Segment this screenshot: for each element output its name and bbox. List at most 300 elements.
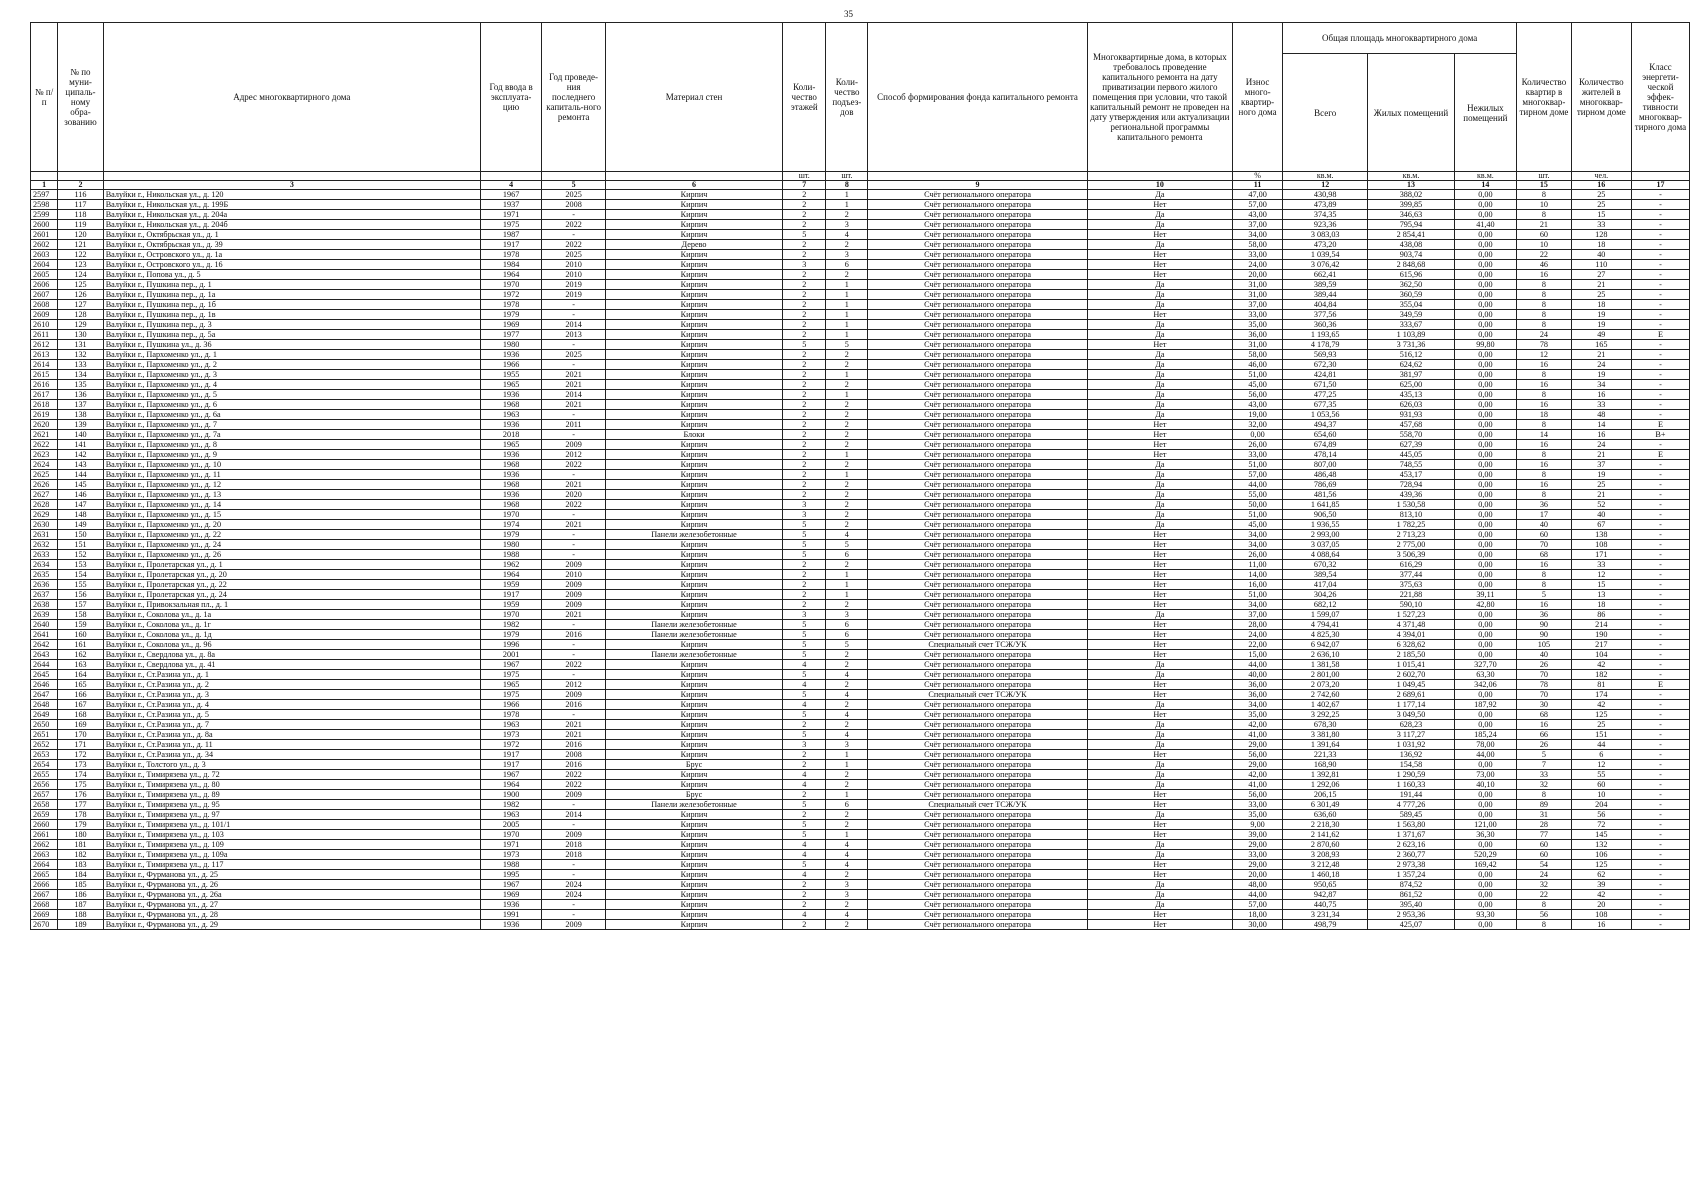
- cell-row-number: 2669: [31, 910, 58, 920]
- cell-fund-method: Счёт регионального оператора: [868, 680, 1087, 690]
- cell-floors: 5: [783, 530, 826, 540]
- cell-apartments: 8: [1517, 290, 1572, 300]
- cell-last-repair-year: 2016: [542, 740, 606, 750]
- unit-cell: шт.: [783, 172, 826, 181]
- table-row: [31, 510, 1690, 520]
- cell-residents: 19: [1571, 470, 1631, 480]
- cell-residents: 125: [1571, 860, 1631, 870]
- cell-apartments: 60: [1517, 530, 1572, 540]
- unit-cell: шт.: [826, 172, 868, 181]
- cell-entrances: 3: [826, 740, 868, 750]
- cell-entrances: 1: [826, 590, 868, 600]
- cell-fund-method: Счёт регионального оператора: [868, 850, 1087, 860]
- cell-apartments: 17: [1517, 510, 1572, 520]
- cell-row-number: 2603: [31, 250, 58, 260]
- cell-entrances: 6: [826, 550, 868, 560]
- cell-wall-material: Кирпич: [605, 210, 782, 220]
- cell-repair-required: Да: [1087, 810, 1232, 820]
- cell-area-residential: 558,70: [1368, 430, 1454, 440]
- cell-last-repair-year: 2025: [542, 350, 606, 360]
- header-area-total: Всего: [1283, 54, 1368, 172]
- column-number: 3: [103, 181, 480, 190]
- cell-floors: 2: [783, 390, 826, 400]
- cell-repair-required: Нет: [1087, 340, 1232, 350]
- cell-municipal-number: 129: [58, 320, 103, 330]
- cell-energy-class: -: [1631, 710, 1689, 720]
- cell-energy-class: -: [1631, 470, 1689, 480]
- cell-area-residential: 375,63: [1368, 580, 1454, 590]
- cell-commission-year: 1970: [480, 510, 541, 520]
- cell-wall-material: Кирпич: [605, 710, 782, 720]
- table-row: [31, 490, 1690, 500]
- cell-wear: 45,00: [1233, 380, 1283, 390]
- cell-row-number: 2606: [31, 280, 58, 290]
- cell-entrances: 1: [826, 760, 868, 770]
- cell-wear: 36,00: [1233, 690, 1283, 700]
- cell-row-number: 2668: [31, 900, 58, 910]
- cell-municipal-number: 186: [58, 890, 103, 900]
- cell-apartments: 90: [1517, 620, 1572, 630]
- cell-last-repair-year: -: [542, 640, 606, 650]
- cell-last-repair-year: -: [542, 670, 606, 680]
- unit-cell: [103, 172, 480, 181]
- cell-row-number: 2647: [31, 690, 58, 700]
- cell-wear: 44,00: [1233, 480, 1283, 490]
- cell-commission-year: 1977: [480, 330, 541, 340]
- cell-entrances: 1: [826, 290, 868, 300]
- cell-apartments: 8: [1517, 920, 1572, 930]
- cell-area-residential: 616,29: [1368, 560, 1454, 570]
- cell-row-number: 2646: [31, 680, 58, 690]
- cell-residents: 16: [1571, 430, 1631, 440]
- cell-area-residential: 1 782,25: [1368, 520, 1454, 530]
- cell-residents: 25: [1571, 720, 1631, 730]
- cell-residents: 39: [1571, 880, 1631, 890]
- cell-municipal-number: 166: [58, 690, 103, 700]
- cell-energy-class: -: [1631, 570, 1689, 580]
- cell-commission-year: 1988: [480, 550, 541, 560]
- cell-row-number: 2653: [31, 750, 58, 760]
- cell-municipal-number: 125: [58, 280, 103, 290]
- cell-wear: 33,00: [1233, 250, 1283, 260]
- table-body: [31, 190, 1690, 930]
- cell-area-nonresidential: 0,00: [1454, 760, 1517, 770]
- cell-fund-method: Счёт регионального оператора: [868, 520, 1087, 530]
- cell-floors: 2: [783, 280, 826, 290]
- cell-energy-class: -: [1631, 440, 1689, 450]
- cell-wear: 32,00: [1233, 420, 1283, 430]
- cell-wear: 22,00: [1233, 640, 1283, 650]
- unit-cell: %: [1233, 172, 1283, 181]
- cell-row-number: 2622: [31, 440, 58, 450]
- cell-entrances: 4: [826, 840, 868, 850]
- cell-fund-method: Счёт регионального оператора: [868, 790, 1087, 800]
- cell-wall-material: Панели железобетонные: [605, 530, 782, 540]
- cell-row-number: 2631: [31, 530, 58, 540]
- cell-wall-material: Кирпич: [605, 840, 782, 850]
- cell-municipal-number: 174: [58, 770, 103, 780]
- cell-last-repair-year: -: [542, 620, 606, 630]
- cell-municipal-number: 132: [58, 350, 103, 360]
- cell-apartments: 16: [1517, 380, 1572, 390]
- cell-address: Валуйки г., Фурманова ул., д. 27: [103, 900, 480, 910]
- cell-area-nonresidential: 0,00: [1454, 580, 1517, 590]
- header-floors: Коли-чество этажей: [783, 23, 826, 172]
- cell-wear: 0,00: [1233, 430, 1283, 440]
- cell-repair-required: Нет: [1087, 270, 1232, 280]
- cell-fund-method: Счёт регионального оператора: [868, 210, 1087, 220]
- cell-area-total: 906,50: [1283, 510, 1368, 520]
- cell-wear: 35,00: [1233, 710, 1283, 720]
- table-row: [31, 840, 1690, 850]
- cell-address: Валуйки г., Фурманова ул., д. 29: [103, 920, 480, 930]
- cell-wear: 20,00: [1233, 270, 1283, 280]
- cell-area-nonresidential: 0,00: [1454, 480, 1517, 490]
- cell-floors: 2: [783, 200, 826, 210]
- cell-area-residential: 388,02: [1368, 190, 1454, 200]
- cell-residents: 18: [1571, 300, 1631, 310]
- cell-area-residential: 615,96: [1368, 270, 1454, 280]
- cell-area-nonresidential: 0,00: [1454, 720, 1517, 730]
- cell-repair-required: Нет: [1087, 440, 1232, 450]
- cell-row-number: 2630: [31, 520, 58, 530]
- cell-wear: 16,00: [1233, 580, 1283, 590]
- cell-repair-required: Нет: [1087, 690, 1232, 700]
- cell-entrances: 4: [826, 670, 868, 680]
- cell-energy-class: -: [1631, 190, 1689, 200]
- cell-repair-required: Да: [1087, 890, 1232, 900]
- cell-fund-method: Счёт регионального оператора: [868, 500, 1087, 510]
- cell-address: Валуйки г., Пархоменко ул., д. 11: [103, 470, 480, 480]
- cell-area-nonresidential: 0,00: [1454, 380, 1517, 390]
- cell-area-total: 430,98: [1283, 190, 1368, 200]
- cell-energy-class: -: [1631, 750, 1689, 760]
- cell-repair-required: Нет: [1087, 260, 1232, 270]
- cell-residents: 42: [1571, 890, 1631, 900]
- cell-row-number: 2659: [31, 810, 58, 820]
- cell-repair-required: Нет: [1087, 640, 1232, 650]
- cell-wall-material: Кирпич: [605, 510, 782, 520]
- cell-floors: 2: [783, 580, 826, 590]
- cell-wear: 57,00: [1233, 200, 1283, 210]
- cell-area-nonresidential: 0,00: [1454, 630, 1517, 640]
- cell-address: Валуйки г., Тимирязева ул., д. 80: [103, 780, 480, 790]
- table-row: [31, 300, 1690, 310]
- cell-area-nonresidential: 185,24: [1454, 730, 1517, 740]
- cell-repair-required: Нет: [1087, 590, 1232, 600]
- cell-wall-material: Кирпич: [605, 770, 782, 780]
- cell-floors: 4: [783, 870, 826, 880]
- cell-municipal-number: 149: [58, 520, 103, 530]
- cell-commission-year: 2018: [480, 430, 541, 440]
- cell-wear: 41,00: [1233, 730, 1283, 740]
- cell-floors: 5: [783, 800, 826, 810]
- cell-repair-required: Да: [1087, 670, 1232, 680]
- cell-last-repair-year: 2010: [542, 270, 606, 280]
- cell-area-total: 1 039,54: [1283, 250, 1368, 260]
- cell-area-residential: 516,12: [1368, 350, 1454, 360]
- cell-repair-required: Нет: [1087, 580, 1232, 590]
- cell-repair-required: Нет: [1087, 870, 1232, 880]
- cell-address: Валуйки г., Октябрьская ул., д. 39: [103, 240, 480, 250]
- cell-repair-required: Да: [1087, 490, 1232, 500]
- cell-row-number: 2611: [31, 330, 58, 340]
- cell-residents: 108: [1571, 540, 1631, 550]
- cell-wear: 36,00: [1233, 330, 1283, 340]
- cell-row-number: 2605: [31, 270, 58, 280]
- cell-floors: 2: [783, 420, 826, 430]
- unit-cell: чел.: [1571, 172, 1631, 181]
- cell-apartments: 8: [1517, 310, 1572, 320]
- cell-floors: 2: [783, 760, 826, 770]
- cell-last-repair-year: 2009: [542, 790, 606, 800]
- table-row: [31, 600, 1690, 610]
- table-row: [31, 480, 1690, 490]
- cell-floors: 2: [783, 460, 826, 470]
- cell-repair-required: Нет: [1087, 910, 1232, 920]
- cell-area-nonresidential: 0,00: [1454, 610, 1517, 620]
- cell-row-number: 2664: [31, 860, 58, 870]
- cell-repair-required: Нет: [1087, 680, 1232, 690]
- cell-row-number: 2643: [31, 650, 58, 660]
- cell-address: Валуйки г., Пушкина пер., д. 1б: [103, 300, 480, 310]
- cell-fund-method: Специальный счет ТСЖ/УК: [868, 800, 1087, 810]
- cell-repair-required: Нет: [1087, 630, 1232, 640]
- cell-address: Валуйки г., Пархоменко ул., д. 12: [103, 480, 480, 490]
- table-row: [31, 920, 1690, 930]
- cell-entrances: 4: [826, 850, 868, 860]
- column-number: 15: [1517, 181, 1572, 190]
- cell-address: Валуйки г., Пролетарская ул., д. 22: [103, 580, 480, 590]
- cell-repair-required: Да: [1087, 470, 1232, 480]
- cell-municipal-number: 184: [58, 870, 103, 880]
- cell-last-repair-year: -: [542, 300, 606, 310]
- cell-energy-class: -: [1631, 820, 1689, 830]
- table-row: [31, 400, 1690, 410]
- cell-entrances: 3: [826, 250, 868, 260]
- column-number: 12: [1283, 181, 1368, 190]
- cell-area-nonresidential: 0,00: [1454, 890, 1517, 900]
- cell-repair-required: Нет: [1087, 750, 1232, 760]
- cell-fund-method: Специальный счет ТСЖ/УК: [868, 690, 1087, 700]
- cell-wall-material: Блоки: [605, 430, 782, 440]
- cell-energy-class: -: [1631, 610, 1689, 620]
- cell-commission-year: 1982: [480, 800, 541, 810]
- cell-repair-required: Да: [1087, 240, 1232, 250]
- cell-floors: 5: [783, 650, 826, 660]
- cell-entrances: 2: [826, 600, 868, 610]
- unit-cell: [868, 172, 1087, 181]
- cell-last-repair-year: -: [542, 360, 606, 370]
- cell-repair-required: Да: [1087, 390, 1232, 400]
- cell-wear: 42,00: [1233, 770, 1283, 780]
- cell-area-total: 389,44: [1283, 290, 1368, 300]
- cell-area-nonresidential: 0,00: [1454, 570, 1517, 580]
- cell-area-nonresidential: 0,00: [1454, 800, 1517, 810]
- cell-area-total: 3 381,80: [1283, 730, 1368, 740]
- cell-fund-method: Счёт регионального оператора: [868, 670, 1087, 680]
- cell-energy-class: -: [1631, 870, 1689, 880]
- cell-residents: 145: [1571, 830, 1631, 840]
- cell-entrances: 1: [826, 370, 868, 380]
- table-row: [31, 540, 1690, 550]
- cell-apartments: 16: [1517, 400, 1572, 410]
- cell-commission-year: 1964: [480, 270, 541, 280]
- cell-area-total: 682,12: [1283, 600, 1368, 610]
- cell-commission-year: 1963: [480, 720, 541, 730]
- cell-floors: 4: [783, 840, 826, 850]
- table-row: [31, 590, 1690, 600]
- cell-repair-required: Да: [1087, 840, 1232, 850]
- cell-area-nonresidential: 0,00: [1454, 410, 1517, 420]
- cell-wear: 37,00: [1233, 610, 1283, 620]
- cell-area-nonresidential: 121,00: [1454, 820, 1517, 830]
- cell-repair-required: Нет: [1087, 650, 1232, 660]
- cell-address: Валуйки г., Ст.Разина ул., д. 34: [103, 750, 480, 760]
- cell-area-residential: 362,50: [1368, 280, 1454, 290]
- cell-entrances: 2: [826, 810, 868, 820]
- cell-area-total: 636,60: [1283, 810, 1368, 820]
- cell-floors: 4: [783, 680, 826, 690]
- cell-repair-required: Нет: [1087, 230, 1232, 240]
- cell-entrances: 6: [826, 620, 868, 630]
- cell-wall-material: Кирпич: [605, 750, 782, 760]
- cell-municipal-number: 157: [58, 600, 103, 610]
- cell-wall-material: Кирпич: [605, 890, 782, 900]
- cell-wear: 55,00: [1233, 490, 1283, 500]
- cell-fund-method: Счёт регионального оператора: [868, 270, 1087, 280]
- cell-residents: 33: [1571, 400, 1631, 410]
- header-row-number: № п/п: [31, 23, 58, 172]
- cell-apartments: 8: [1517, 900, 1572, 910]
- cell-floors: 2: [783, 290, 826, 300]
- cell-last-repair-year: 2013: [542, 330, 606, 340]
- cell-row-number: 2602: [31, 240, 58, 250]
- cell-address: Валуйки г., Пролетарская ул., д. 1: [103, 560, 480, 570]
- cell-wear: 29,00: [1233, 740, 1283, 750]
- cell-wall-material: Кирпич: [605, 520, 782, 530]
- cell-wear: 18,00: [1233, 910, 1283, 920]
- cell-residents: 21: [1571, 450, 1631, 460]
- cell-last-repair-year: 2022: [542, 780, 606, 790]
- cell-apartments: 16: [1517, 600, 1572, 610]
- cell-area-total: 481,56: [1283, 490, 1368, 500]
- cell-last-repair-year: 2014: [542, 320, 606, 330]
- cell-entrances: 1: [826, 390, 868, 400]
- cell-energy-class: E: [1631, 450, 1689, 460]
- cell-address: Валуйки г., Ст.Разина ул., д. 5: [103, 710, 480, 720]
- cell-repair-required: Да: [1087, 520, 1232, 530]
- cell-address: Валуйки г., Никольская ул., д. 204а: [103, 210, 480, 220]
- cell-repair-required: Нет: [1087, 860, 1232, 870]
- cell-municipal-number: 182: [58, 850, 103, 860]
- cell-commission-year: 1973: [480, 850, 541, 860]
- cell-energy-class: -: [1631, 670, 1689, 680]
- cell-repair-required: Нет: [1087, 450, 1232, 460]
- cell-fund-method: Счёт регионального оператора: [868, 620, 1087, 630]
- cell-wall-material: Кирпич: [605, 900, 782, 910]
- cell-floors: 5: [783, 540, 826, 550]
- cell-entrances: 2: [826, 240, 868, 250]
- column-number: 6: [605, 181, 782, 190]
- cell-area-residential: 1 160,33: [1368, 780, 1454, 790]
- cell-row-number: 2652: [31, 740, 58, 750]
- cell-floors: 2: [783, 600, 826, 610]
- cell-entrances: 2: [826, 440, 868, 450]
- cell-address: Валуйки г., Пархоменко ул., д. 6а: [103, 410, 480, 420]
- cell-energy-class: -: [1631, 200, 1689, 210]
- cell-apartments: 32: [1517, 780, 1572, 790]
- cell-area-nonresidential: 0,00: [1454, 320, 1517, 330]
- cell-repair-required: Да: [1087, 900, 1232, 910]
- cell-apartments: 28: [1517, 820, 1572, 830]
- cell-energy-class: -: [1631, 920, 1689, 930]
- cell-fund-method: Счёт регионального оператора: [868, 390, 1087, 400]
- cell-repair-required: Да: [1087, 760, 1232, 770]
- cell-last-repair-year: -: [542, 550, 606, 560]
- cell-wall-material: Кирпич: [605, 690, 782, 700]
- cell-repair-required: Да: [1087, 330, 1232, 340]
- cell-energy-class: -: [1631, 770, 1689, 780]
- cell-address: Валуйки г., Островского ул., д. 1а: [103, 250, 480, 260]
- cell-commission-year: 1964: [480, 570, 541, 580]
- cell-energy-class: -: [1631, 660, 1689, 670]
- cell-commission-year: 1969: [480, 320, 541, 330]
- cell-wear: 35,00: [1233, 810, 1283, 820]
- cell-municipal-number: 134: [58, 370, 103, 380]
- cell-energy-class: -: [1631, 890, 1689, 900]
- cell-residents: 217: [1571, 640, 1631, 650]
- cell-energy-class: -: [1631, 260, 1689, 270]
- cell-entrances: 2: [826, 210, 868, 220]
- cell-floors: 2: [783, 900, 826, 910]
- cell-row-number: 2662: [31, 840, 58, 850]
- cell-energy-class: -: [1631, 900, 1689, 910]
- cell-address: Валуйки г., Ст.Разина ул., д. 7: [103, 720, 480, 730]
- cell-address: Валуйки г., Никольская ул., д. 120: [103, 190, 480, 200]
- cell-municipal-number: 180: [58, 830, 103, 840]
- cell-last-repair-year: 2019: [542, 280, 606, 290]
- table-row: [31, 420, 1690, 430]
- cell-area-total: 1 292,06: [1283, 780, 1368, 790]
- cell-floors: 2: [783, 300, 826, 310]
- cell-residents: 6: [1571, 750, 1631, 760]
- cell-energy-class: -: [1631, 810, 1689, 820]
- cell-energy-class: -: [1631, 520, 1689, 530]
- cell-last-repair-year: -: [542, 800, 606, 810]
- cell-area-total: 672,30: [1283, 360, 1368, 370]
- cell-area-residential: 2 185,50: [1368, 650, 1454, 660]
- cell-fund-method: Счёт регионального оператора: [868, 490, 1087, 500]
- cell-wall-material: Кирпич: [605, 560, 782, 570]
- cell-fund-method: Счёт регионального оператора: [868, 260, 1087, 270]
- cell-repair-required: Да: [1087, 370, 1232, 380]
- cell-area-residential: 3 117,27: [1368, 730, 1454, 740]
- table-row: [31, 880, 1690, 890]
- header-area-group: Общая площадь многоквартирного дома: [1283, 23, 1517, 54]
- cell-area-nonresidential: 40,10: [1454, 780, 1517, 790]
- cell-address: Валуйки г., Тимирязева ул., д. 95: [103, 800, 480, 810]
- cell-row-number: 2632: [31, 540, 58, 550]
- cell-fund-method: Счёт регионального оператора: [868, 560, 1087, 570]
- cell-area-total: 377,56: [1283, 310, 1368, 320]
- cell-wall-material: Кирпич: [605, 640, 782, 650]
- cell-area-residential: 628,23: [1368, 720, 1454, 730]
- cell-entrances: 1: [826, 470, 868, 480]
- cell-floors: 2: [783, 590, 826, 600]
- cell-apartments: 8: [1517, 300, 1572, 310]
- cell-municipal-number: 141: [58, 440, 103, 450]
